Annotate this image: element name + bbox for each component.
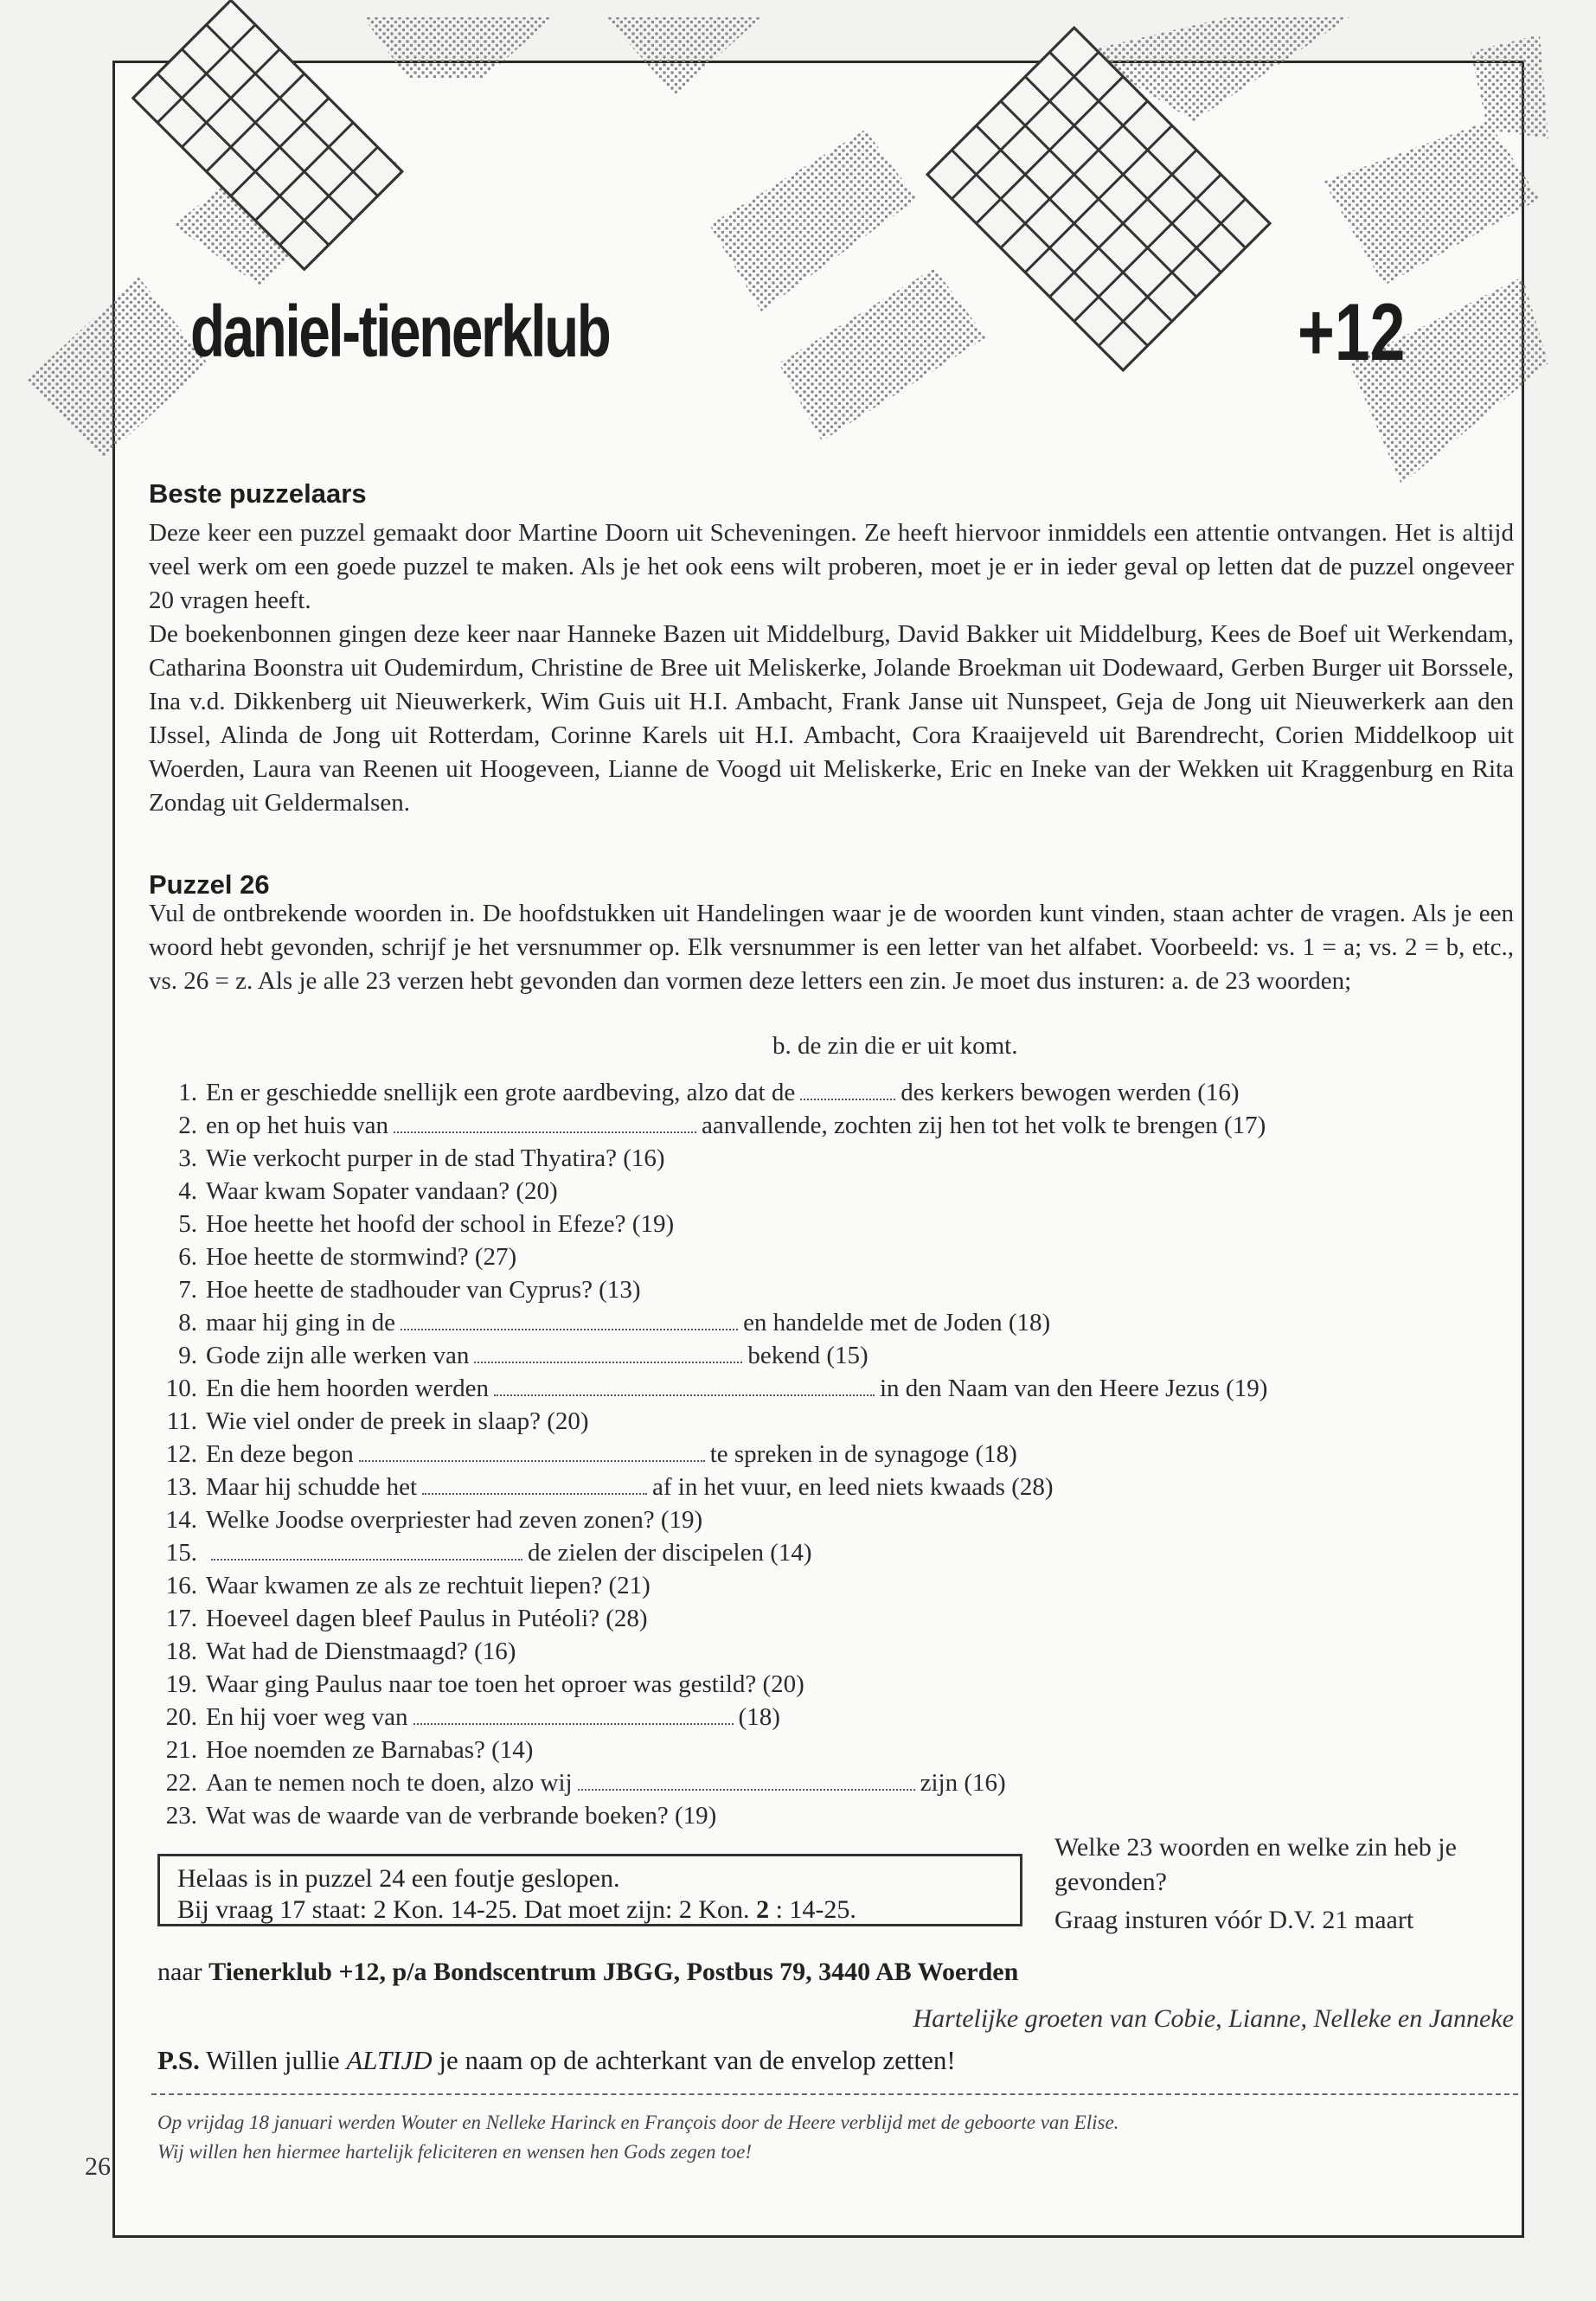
reply-question: Welke 23 woorden en welke zin heb je gevonden? [1054,1833,1457,1896]
ps-emphasis: ALTIJD [346,2045,433,2075]
brand-title: daniel-tienerklub [190,291,610,372]
question-text-after: af in het vuur, en leed niets kwaads (28) [652,1473,1054,1501]
answer-blank [474,1343,742,1363]
question-number: 14. [165,1506,197,1534]
question-item [157,1372,1524,1405]
errata-box [157,1854,1022,1926]
errata-line-2 [177,1894,1003,1926]
question-item [157,1339,1524,1372]
question-text: Hoe heette het hoofd der school in Efeze? (19) [206,1210,675,1238]
question-number: 8. [178,1309,197,1336]
question-text: En er geschiedde snellijk een grote aardbeving, alzo dat de [206,1079,796,1106]
question-number: 13. [165,1473,197,1501]
answer-blank [422,1474,647,1495]
errata-bold-number: 2 [756,1895,770,1924]
diamond-grid-left [133,0,402,269]
mailing-address [157,1958,1018,1987]
intro-text [149,516,1514,820]
errata-line-2-text: Bij vraag 17 staat: 2 Kon. 14-25. Dat moet zijn: 2 Kon. [177,1895,750,1924]
question-number: 2. [178,1112,197,1139]
question-item [157,1503,1524,1536]
question-text: En deze begon [206,1440,354,1468]
answer-blank [211,1540,522,1561]
question-text: maar hij ging in de [206,1309,396,1336]
page-number: 26 [85,2152,111,2181]
ps-text-before: Willen jullie [206,2045,340,2075]
question-text-after: te spreken in de synagoge (18) [709,1440,1017,1468]
question-text-after: en handelde met de Joden (18) [743,1309,1051,1336]
question-number: 10. [165,1375,197,1402]
question-item [157,1240,1524,1273]
question-item [157,1701,1524,1734]
question-text-after: in den Naam van den Heere Jezus (19) [879,1375,1268,1402]
question-text: Waar ging Paulus naar toe toen het oproer was gestild? (20) [206,1670,804,1698]
question-text: Waar kwam Sopater vandaan? (20) [206,1177,558,1205]
announcement-line-2: Wij willen hen hiermee hartelijk feliciteren en wensen hen Gods zegen toe! [157,2141,753,2163]
answer-blank [359,1441,705,1462]
question-number: 5. [178,1210,197,1238]
question-text: Hoe noemden ze Barnabas? (14) [206,1736,534,1764]
question-number: 16. [165,1572,197,1599]
question-number: 22. [165,1769,197,1797]
question-item [157,1536,1524,1569]
question-number: 3. [178,1144,197,1172]
winners-paragraph: De boekenbonnen gingen deze keer naar Hanneke Bazen uit Middelburg, David Bakker uit Middelburg, Kees de Boef uit Werkendam, Catharina Boonstra uit Oudemirdum, Christine de Bree uit Meliskerke, Jolande Broekman uit Dodewaard, Gerben Burger uit Borssele, Ina v.d. Dikkenberg uit Nieuwerkerk, Wim Guis uit H.I. Ambacht, Frank Janse uit Nunspeet, Geja de Jong uit Nieuwerkerk aan den IJssel, Alinda de Jong uit Rotterdam, Corinne Karels uit H.I. Ambacht, Cora Kraaijeveld uit Barendrecht, Corien Middelkoop uit Woerden, Laura van Reenen uit Hoogeveen, Lianne de Voogd uit Meliskerke, Eric en Ineke van der Wekken uit Kraggenburg en Rita Zondag uit Geldermalsen. [149,620,1514,817]
question-item [157,1438,1524,1471]
question-number: 11. [166,1407,197,1435]
question-item [157,1405,1524,1438]
question-item [157,1208,1524,1240]
question-text: en op het huis van [206,1112,389,1139]
question-number: 17. [165,1605,197,1632]
answer-blank [578,1770,915,1791]
address-text: Tienerklub +12, p/a Bondscentrum JBGG, Postbus 79, 3440 AB Woerden [208,1958,1019,1986]
address-prefix: naar [157,1958,202,1986]
ps-label: P.S. [157,2045,200,2075]
question-text: En hij voer weg van [206,1703,408,1731]
question-number: 20. [165,1703,197,1731]
question-text-after: des kerkers bewogen werden (16) [901,1079,1240,1106]
question-item [157,1799,1524,1832]
question-number: 6. [178,1243,197,1271]
puzzle-instructions: Vul de ontbrekende woorden in. De hoofdstukken uit Handelingen waar je de woorden kunt vinden, staan achter de vragen. Als je een woord hebt gevonden, schrijf je het versnummer op. Elk versnummer is een letter van het alfabet. Voorbeeld: vs. 1 = a; vs. 2 = b, etc., vs. 26 = z. Als je alle 23 verzen hebt gevonden dan vormen deze letters een zin. Je moet dus insturen: a. de 23 woorden; [149,900,1514,995]
intro-heading: Beste puzzelaars [149,478,367,509]
answer-blank [394,1112,696,1133]
dashed-divider [151,2093,1518,2095]
question-item [157,1109,1524,1142]
question-item [157,1734,1524,1766]
errata-line-2-suffix: : 14-25. [775,1895,856,1924]
puzzle-grid-header-graphic [0,0,1596,493]
question-text: Hoe heette de stormwind? (27) [206,1243,517,1271]
question-item [157,1076,1524,1109]
question-number: 7. [178,1276,197,1304]
question-text-after: de zielen der discipelen (14) [528,1539,812,1567]
question-item [157,1668,1524,1701]
question-list [157,1076,1524,1832]
question-text: Hoeveel dagen bleef Paulus in Putéoli? (28) [206,1605,648,1632]
question-item [157,1306,1524,1339]
question-text: En die hem hoorden werden [206,1375,489,1402]
halftone-band-left [26,17,761,458]
ps-text-after: je naam op de achterkant van de envelop zetten! [439,2045,956,2075]
question-text: Wat had de Dienstmaagd? (16) [206,1638,516,1665]
question-number: 18. [165,1638,197,1665]
question-text: Maar hij schudde het [206,1473,418,1501]
question-item [157,1471,1524,1503]
question-item [157,1273,1524,1306]
intro-paragraph-1: Deze keer een puzzel gemaakt door Martine Doorn uit Scheveningen. Ze heeft hiervoor inmiddels een attentie ontvangen. Het is altijd veel werk om een goede puzzel te maken. Als je het ook eens wilt proberen, moet je er in ieder geval op letten dat de puzzel ongeveer 20 vragen heeft. [149,519,1514,614]
question-item [157,1569,1524,1602]
question-number: 23. [165,1802,197,1830]
question-text: Wie verkocht purper in de stad Thyatira? (16) [206,1144,665,1172]
question-number: 12. [165,1440,197,1468]
puzzle-instructions-b: b. de zin die er uit komt. [772,1032,1018,1060]
question-item [157,1602,1524,1635]
answer-blank [413,1704,734,1725]
question-item [157,1766,1524,1799]
question-text-after: zijn (16) [920,1769,1006,1797]
question-text: Wie viel onder de preek in slaap? (20) [206,1407,589,1435]
greeting: Hartelijke groeten van Cobie, Lianne, Nelleke en Janneke [913,2004,1514,2033]
question-number: 9. [178,1342,197,1369]
question-text: Hoe heette de stadhouder van Cyprus? (13) [206,1276,641,1304]
question-number: 1. [178,1079,197,1106]
answer-blank [494,1375,875,1396]
announcement-line-1: Op vrijdag 18 januari werden Wouter en Nelleke Harinck en François door de Heere verblijd met de geboorte van Elise. [157,2112,1119,2133]
question-number: 19. [165,1670,197,1698]
question-text: Waar kwamen ze als ze rechtuit liepen? (21) [206,1572,651,1599]
question-text: Gode zijn alle werken van [206,1342,470,1369]
question-text: Wat was de waarde van de verbrande boeken? (19) [206,1802,717,1830]
question-item [157,1175,1524,1208]
birth-announcement [157,2108,1507,2167]
question-item [157,1635,1524,1668]
question-item [157,1142,1524,1175]
question-text-after: aanvallende, zochten zij hen tot het volk te brengen (17) [702,1112,1266,1139]
answer-blank [800,1080,895,1100]
postscript [157,2045,956,2076]
reply-deadline: Graag insturen vóór D.V. 21 maart [1054,1906,1414,1934]
question-text-after: bekend (15) [747,1342,869,1369]
question-number: 21. [165,1736,197,1764]
puzzle-heading: Puzzel 26 [149,869,270,900]
answer-blank [401,1310,738,1330]
reply-instructions [1054,1830,1526,1938]
question-text: Aan te nemen noch te doen, alzo wij [206,1769,573,1797]
question-text: Welke Joodse overpriester had zeven zonen? (19) [206,1506,703,1534]
question-text-after: (18) [738,1703,780,1731]
question-number: 15. [165,1539,197,1567]
age-group-mark: +12 [1298,286,1406,377]
question-number: 4. [178,1177,197,1205]
errata-line-1: Helaas is in puzzel 24 een foutje geslopen. [177,1864,620,1893]
